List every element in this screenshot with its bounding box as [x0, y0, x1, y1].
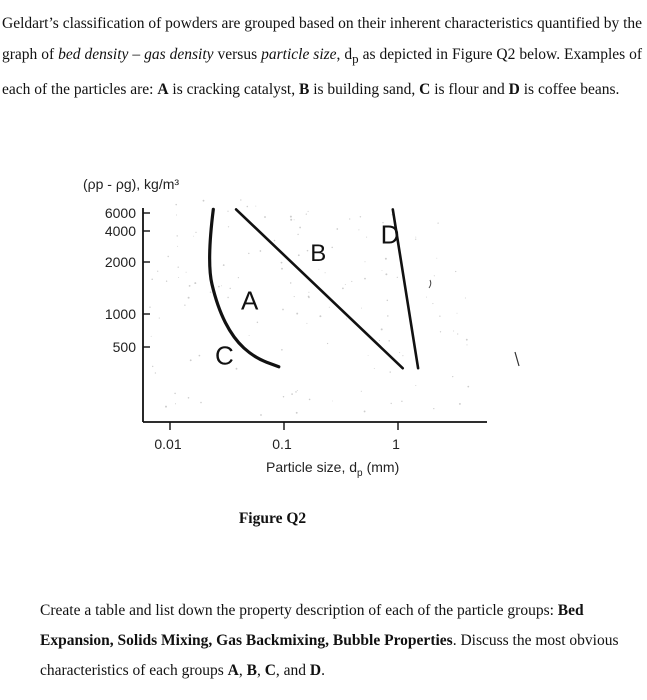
speckle-dot: [308, 297, 309, 298]
speckle-dot: [332, 401, 333, 402]
speckle-dot: [415, 239, 416, 240]
speckle-dot: [364, 278, 366, 280]
speckle-dot: [379, 340, 380, 341]
speckle-dot: [387, 300, 388, 301]
speckle-dot: [247, 206, 249, 208]
speckle-dot: [296, 313, 298, 315]
speckle-dot: [177, 235, 178, 236]
intro-dp: , d: [336, 46, 353, 63]
speckle-dot: [294, 296, 295, 297]
speckle-dot: [223, 264, 225, 266]
speckle-dot: [415, 385, 416, 386]
stray-mark: [429, 280, 431, 288]
speckle-dot: [298, 254, 300, 256]
intro-letter-b: B: [298, 81, 310, 99]
speckle-dot: [199, 355, 201, 357]
group-label-d: D: [380, 219, 400, 250]
x-axis-label-sub: p: [357, 468, 363, 479]
y-tick-label: 1000: [104, 306, 136, 322]
speckle-dot: [397, 277, 398, 278]
speckle-dot: [194, 282, 196, 284]
speckle-dot: [299, 227, 301, 229]
speckle-dot: [175, 403, 176, 404]
speckle-dot: [466, 339, 468, 341]
y-tick-label: 6000: [104, 205, 136, 221]
speckle-dot: [290, 219, 292, 221]
speckle-dot: [351, 281, 352, 282]
speckle-dot: [240, 199, 241, 200]
speckle-dot: [391, 403, 392, 404]
speckle-dot: [151, 336, 152, 337]
speckle-dot: [366, 237, 367, 238]
speckle-dot: [274, 240, 276, 242]
speckle-dot: [165, 406, 167, 408]
speckle-dot: [381, 328, 383, 330]
speckle-dot: [193, 236, 194, 237]
speckle-dot: [264, 216, 266, 218]
speckle-dot: [159, 318, 160, 319]
intro-x-variable: particle size: [261, 46, 337, 63]
speckle-dot: [307, 250, 309, 252]
task-end: .: [321, 662, 325, 679]
speckle-dot: [365, 261, 366, 262]
speckle-dot: [467, 344, 468, 345]
speckle-dot: [290, 282, 291, 283]
speckle-dot: [465, 297, 466, 298]
intro-paragraph: [2, 8, 642, 105]
speckle-dot: [157, 271, 158, 272]
task-sep-2: ,: [256, 662, 261, 679]
speckle-dot: [349, 218, 350, 219]
speckle-dot: [149, 307, 150, 308]
intro-example-a: is cracking catalyst,: [172, 81, 296, 99]
speckle-dot: [294, 219, 295, 220]
speckle-dot: [342, 288, 344, 290]
speckle-dot: [308, 292, 309, 293]
speckle-dot: [188, 297, 190, 299]
task-sep-1: ,: [238, 662, 243, 679]
stray-mark: [515, 352, 519, 366]
speckle-dot: [452, 376, 453, 377]
speckle-dot: [291, 393, 293, 395]
speckle-dot: [186, 272, 187, 273]
intro-example-b: is building sand,: [313, 81, 416, 99]
intro-letter-d: D: [508, 81, 520, 99]
speckle-dot: [401, 401, 402, 402]
speckle-dot: [432, 303, 433, 304]
speckle-dot: [188, 397, 190, 399]
y-tick-label: 4000: [104, 223, 136, 239]
speckle-dot: [360, 216, 361, 217]
speckle-dot: [331, 247, 333, 249]
speckle-dot: [189, 285, 191, 287]
task-letter-c: C: [264, 662, 276, 679]
speckle-dot: [457, 333, 458, 334]
speckle-dot: [236, 368, 238, 370]
intro-letter-a: A: [157, 81, 169, 99]
speckle-dot: [257, 322, 258, 323]
task-letter-b: B: [246, 662, 257, 679]
speckle-dot: [283, 396, 284, 397]
speckle-dot: [297, 390, 298, 391]
speckle-dot: [174, 393, 176, 395]
intro-dp-sub: p: [352, 51, 359, 67]
task-sep-3: , and: [275, 662, 307, 679]
intro-text-1: Geldart’s classification of powders are grouped based on their inherent characteristics quantified by the graph of: [2, 15, 643, 63]
speckle-dot: [318, 269, 319, 270]
group-label-c: C: [215, 340, 234, 371]
speckle-dot: [433, 408, 434, 409]
speckle-dot: [439, 316, 440, 317]
speckle-dot: [327, 343, 328, 344]
speckle-dot: [281, 349, 283, 351]
x-tick-label: 0.01: [154, 436, 182, 452]
speckle-dot: [385, 258, 387, 260]
speckle-dot: [402, 355, 403, 356]
speckle-dot: [282, 309, 284, 311]
intro-y-variable: bed density – gas density: [58, 46, 214, 63]
y-tick-label: 500: [112, 339, 136, 355]
speckle-dot: [290, 216, 292, 218]
group-label-a: A: [241, 285, 259, 316]
y-tick-label: 2000: [104, 254, 136, 270]
y-axis-label: (ρp - ρg), kg/m³: [83, 176, 180, 192]
speckle-dot: [390, 371, 391, 372]
speckle-dot: [218, 286, 220, 288]
speckle-dot: [155, 372, 156, 373]
speckle-dot: [297, 234, 298, 235]
speckle-dot: [255, 206, 256, 207]
speckle-dot: [308, 211, 309, 212]
speckle-dot: [166, 281, 167, 282]
task-letter-d: D: [309, 662, 322, 679]
speckle-dot: [260, 250, 262, 252]
speckle-dot: [295, 391, 297, 393]
x-tick-label: 0.1: [272, 436, 292, 452]
intro-example-d: is coffee beans.: [523, 81, 620, 99]
geldart-chart: [0, 160, 647, 505]
speckle-dot: [249, 335, 250, 336]
speckle-dot: [415, 237, 416, 238]
speckle-dot: [229, 288, 230, 289]
speckle-dot: [453, 331, 454, 332]
speckle-dot: [399, 352, 400, 353]
speckle-dot: [210, 291, 211, 292]
x-axis-label-main: Particle size, d: [266, 459, 358, 475]
speckle-dot: [168, 256, 169, 257]
speckle-dot: [151, 278, 153, 280]
speckle-dot: [281, 268, 283, 270]
speckle-dot: [176, 214, 177, 215]
x-ticks: [154, 422, 400, 452]
speckle-dot: [426, 297, 427, 298]
intro-letter-c: C: [419, 81, 431, 99]
intro-versus: versus: [217, 46, 258, 63]
speckle-dot: [195, 232, 196, 233]
speckle-dot: [260, 414, 262, 416]
speckle-dot: [388, 340, 389, 341]
speckle-dot: [238, 277, 239, 278]
intro-example-c: is flour and: [434, 81, 505, 99]
speckle-dot: [200, 402, 202, 404]
speckle-dot: [319, 315, 321, 317]
speckle-dot: [345, 284, 346, 285]
speckle-dot: [203, 200, 205, 202]
speckle-dot: [221, 285, 222, 286]
speckle-dot: [178, 277, 179, 278]
task-text-1: Create a table and list down the property description of each of the particle groups:: [40, 602, 554, 619]
speckle-dot: [227, 211, 228, 212]
speckle-dot: [248, 253, 249, 254]
speckle-dot: [364, 410, 366, 412]
speckle-dot: [329, 307, 330, 308]
speckle-dot: [281, 262, 283, 264]
speckle-dot: [309, 399, 311, 401]
speckle-dot: [296, 412, 298, 414]
speckle-dot: [434, 275, 435, 276]
speckle-dot: [346, 318, 347, 319]
speckle-dot: [440, 331, 441, 332]
speckle-dot: [152, 366, 153, 367]
scan-speckle: [149, 199, 519, 416]
speckle-dot: [325, 272, 326, 273]
speckle-dot: [228, 226, 229, 227]
x-tick-label: 1: [392, 436, 400, 452]
task-letter-a: A: [227, 662, 239, 679]
speckle-dot: [385, 273, 387, 275]
speckle-dot: [175, 204, 176, 205]
speckle-dot: [184, 305, 185, 306]
speckle-dot: [361, 391, 362, 392]
speckle-dot: [459, 403, 461, 405]
speckle-dot: [437, 222, 438, 223]
speckle-dot: [178, 267, 179, 268]
speckle-dot: [361, 308, 362, 309]
intro-text-2: as depicted in Figure Q2 below. Examples of each of the particles are:: [2, 46, 643, 99]
speckle-dot: [387, 315, 388, 316]
x-axis-label: [266, 459, 399, 479]
speckle-dot: [457, 313, 458, 314]
speckle-dot: [358, 229, 359, 230]
boundary-a-b: [236, 209, 403, 368]
speckle-dot: [467, 386, 469, 388]
speckle-dot: [436, 258, 437, 259]
task-properties: Bed Expansion, Solids Mixing, Gas Backmixing, Bubble Properties: [40, 602, 584, 649]
speckle-dot: [374, 368, 375, 369]
figure-caption: Figure Q2: [238, 510, 307, 527]
group-label-b: B: [310, 240, 327, 268]
speckle-dot: [382, 270, 383, 271]
task-paragraph: [40, 596, 630, 686]
speckle-dot: [227, 297, 228, 298]
speckle-dot: [455, 271, 456, 272]
speckle-dot: [368, 355, 369, 356]
speckle-dot: [336, 228, 338, 230]
speckle-dot: [190, 359, 192, 361]
task-text-2: . Discuss the most obvious characteristics of each groups: [40, 632, 619, 679]
speckle-dot: [177, 246, 178, 247]
speckle-dot: [306, 323, 307, 324]
speckle-dot: [306, 213, 307, 214]
x-axis-label-unit: (mm): [366, 459, 400, 475]
